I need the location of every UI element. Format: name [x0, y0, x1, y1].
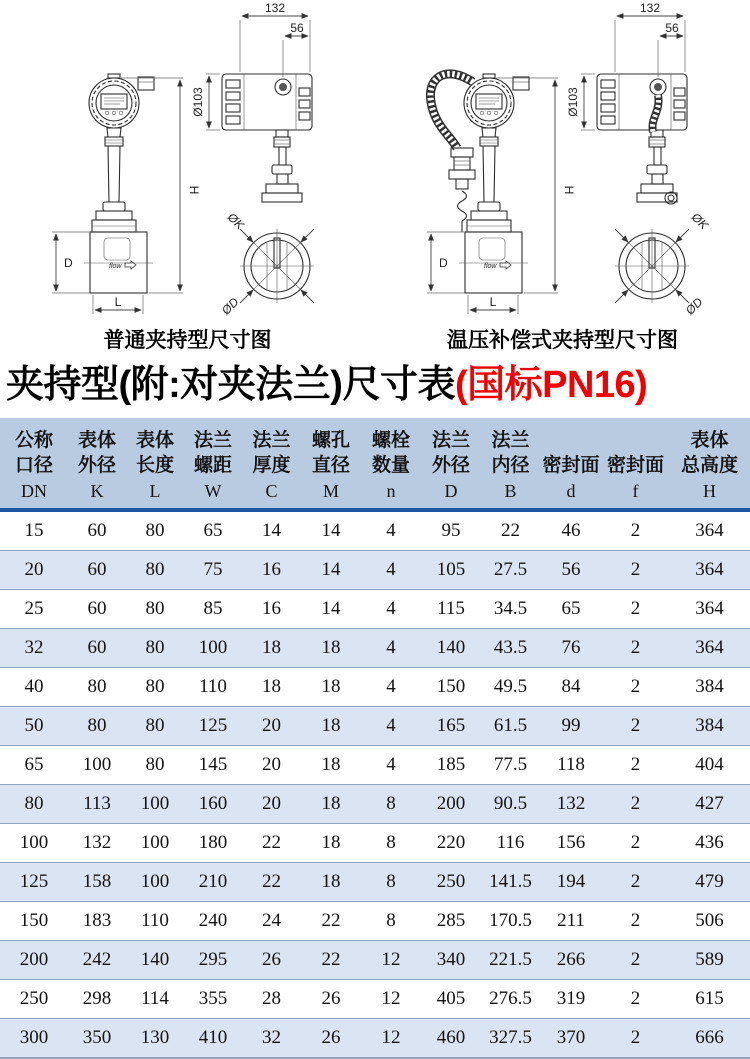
- column-header: [0, 418, 68, 510]
- table-cell: 327.5: [481, 1018, 540, 1058]
- table-cell: 56: [540, 550, 602, 589]
- table-cell: 110: [184, 667, 242, 706]
- table-cell: 18: [301, 667, 361, 706]
- column-header-text: 总高度: [680, 454, 738, 476]
- table-cell: 80: [68, 706, 126, 745]
- table-cell: 95: [441, 519, 461, 541]
- table-cell: 110: [126, 901, 184, 940]
- table-row: [0, 901, 750, 940]
- table-cell: 355: [184, 979, 242, 1018]
- table-cell: 2: [602, 784, 669, 823]
- table-cell: 100: [68, 745, 126, 784]
- column-symbol: n: [386, 480, 396, 501]
- table-cell: 156: [540, 823, 602, 862]
- table-cell: 76: [540, 628, 602, 667]
- table-row: [0, 1018, 750, 1058]
- dim-label-dia103: Ø103: [191, 87, 205, 117]
- table-cell: 22: [242, 862, 301, 901]
- column-header-text: 法兰: [431, 429, 470, 451]
- table-row: [0, 745, 750, 784]
- table-cell: 2: [602, 745, 669, 784]
- table-cell: 285: [421, 901, 481, 940]
- table-cell: 125: [184, 706, 242, 745]
- column-header-text: 法兰: [193, 429, 232, 451]
- table-cell: 26: [301, 1018, 361, 1058]
- dim-label-d: D: [64, 256, 73, 270]
- table-cell: 22: [501, 519, 520, 541]
- flow-arrow-icon: [125, 261, 136, 269]
- table-cell: 118: [540, 745, 602, 784]
- table-header-row: [0, 418, 750, 510]
- column-header: [361, 418, 421, 510]
- table-cell: 298: [68, 979, 126, 1018]
- table-cell: 666: [669, 1018, 750, 1058]
- table-cell: 27.5: [481, 550, 540, 589]
- table-cell: 506: [669, 901, 750, 940]
- table-cell: 165: [421, 706, 481, 745]
- table-cell: 170.5: [481, 901, 540, 940]
- table-cell: 242: [68, 940, 126, 979]
- table-cell: 14: [301, 550, 361, 589]
- table-cell: 158: [68, 862, 126, 901]
- table-cell: 80: [126, 667, 184, 706]
- column-header: [68, 418, 126, 510]
- table-cell: 26: [301, 979, 361, 1018]
- table-cell: 65: [540, 589, 602, 628]
- column-header: [421, 418, 481, 510]
- table-cell: 32: [0, 628, 68, 667]
- table-cell: 60: [68, 628, 126, 667]
- table-cell: 250: [0, 979, 68, 1018]
- table-cell: 80: [126, 589, 184, 628]
- table-row: [0, 628, 750, 667]
- table-cell: 40: [0, 667, 68, 706]
- dim-label-dk: ØK: [224, 210, 247, 233]
- table-cell: 180: [184, 823, 242, 862]
- table-cell: 14: [301, 589, 361, 628]
- table-cell: 140: [126, 940, 184, 979]
- dim-label-56: 56: [290, 21, 304, 35]
- table-cell: 4: [361, 550, 421, 589]
- column-header-text: 外径: [431, 454, 470, 476]
- table-cell: 364: [669, 628, 750, 667]
- column-symbol: d: [566, 480, 576, 501]
- column-header-text: 密封面: [606, 454, 664, 476]
- table-row: [0, 510, 750, 551]
- table-cell: 4: [361, 628, 421, 667]
- column-header: [602, 418, 669, 510]
- table-cell: 77.5: [481, 745, 540, 784]
- table-cell: 220: [421, 823, 481, 862]
- table-body: [0, 510, 750, 1058]
- table-cell: 250: [421, 862, 481, 901]
- dim-label-h: H: [187, 185, 201, 195]
- column-symbol: W: [204, 480, 222, 501]
- column-header-text: 法兰: [252, 429, 291, 451]
- table-cell: 2: [602, 862, 669, 901]
- table-cell: 16: [242, 550, 301, 589]
- table-cell: 100: [184, 628, 242, 667]
- caption-ordinary-clamp: 普通夹持型尺寸图: [103, 329, 272, 352]
- table-cell: 2: [602, 706, 669, 745]
- ordinary-clamp-diagram: [0, 0, 375, 322]
- table-cell: 85: [184, 589, 242, 628]
- table-cell: 8: [361, 784, 421, 823]
- dim-label-d: D: [439, 256, 448, 270]
- dim-label-dk: ØK: [688, 210, 711, 233]
- table-cell: 589: [669, 940, 750, 979]
- table-cell: 80: [126, 706, 184, 745]
- table-cell: 266: [540, 940, 602, 979]
- compensated-clamp-diagram: [375, 0, 750, 322]
- table-cell: 12: [361, 979, 421, 1018]
- table-cell: 28: [242, 979, 301, 1018]
- table-cell: 141.5: [481, 862, 540, 901]
- table-cell: 211: [540, 901, 602, 940]
- table-cell: 479: [669, 862, 750, 901]
- column-header-text: 螺栓: [371, 429, 410, 451]
- column-header-text: 长度: [135, 454, 174, 476]
- table-cell: 18: [301, 628, 361, 667]
- column-symbol: M: [322, 480, 339, 501]
- table-cell: 384: [669, 667, 750, 706]
- dim-label-56: 56: [665, 21, 679, 35]
- column-header-text: 直径: [311, 454, 350, 476]
- flow-label: flow: [109, 263, 122, 270]
- table-cell: 2: [630, 519, 641, 541]
- table-cell: 16: [242, 589, 301, 628]
- table-row: [0, 550, 750, 589]
- table-cell: 114: [126, 979, 184, 1018]
- table-cell: 50: [0, 706, 68, 745]
- table-cell: 20: [242, 745, 301, 784]
- table-cell: 130: [126, 1018, 184, 1058]
- dim-label-h: H: [562, 185, 576, 195]
- table-cell: 194: [540, 862, 602, 901]
- table-cell: 4: [361, 706, 421, 745]
- table-cell: 384: [669, 706, 750, 745]
- table-cell: 183: [68, 901, 126, 940]
- column-symbol: D: [444, 480, 458, 501]
- table-cell: 404: [669, 745, 750, 784]
- table-cell: 14: [321, 519, 341, 541]
- table-cell: 436: [669, 823, 750, 862]
- column-symbol: DN: [21, 480, 47, 501]
- column-header-text: 表体: [135, 429, 174, 451]
- column-header-text: 表体: [690, 429, 729, 451]
- table-cell: 2: [602, 550, 669, 589]
- dim-label-dd: ØD: [682, 294, 706, 318]
- dim-label-dd: ØD: [218, 294, 242, 318]
- table-cell: 295: [184, 940, 242, 979]
- table-row: [0, 862, 750, 901]
- table-cell: 2: [602, 823, 669, 862]
- table-cell: 14: [262, 519, 281, 541]
- caption-compensated-clamp: 温压补偿式夹持型尺寸图: [447, 329, 678, 352]
- table-cell: 65: [203, 519, 223, 541]
- table-cell: 80: [68, 667, 126, 706]
- column-header-text: 公称: [14, 429, 53, 451]
- table-cell: 22: [242, 823, 301, 862]
- table-cell: 427: [669, 784, 750, 823]
- table-cell: 60: [87, 519, 107, 541]
- column-header: [301, 418, 361, 510]
- column-symbol: B: [504, 480, 517, 501]
- table-cell: 4: [361, 745, 421, 784]
- table-cell: 99: [540, 706, 602, 745]
- table-cell: 65: [0, 745, 68, 784]
- table-cell: 60: [68, 589, 126, 628]
- table-cell: 200: [421, 784, 481, 823]
- flow-arrow-icon: [500, 261, 511, 269]
- table-cell: 80: [126, 628, 184, 667]
- table-cell: 20: [0, 550, 68, 589]
- dim-label-132: 132: [264, 1, 286, 15]
- table-cell: 15: [24, 519, 44, 541]
- column-header-text: 口径: [14, 454, 53, 476]
- table-cell: 100: [126, 862, 184, 901]
- table-cell: 140: [421, 628, 481, 667]
- table-cell: 2: [602, 1018, 669, 1058]
- table-cell: 300: [0, 1018, 68, 1058]
- table-cell: 24: [242, 901, 301, 940]
- table-cell: 8: [361, 823, 421, 862]
- table-cell: 125: [0, 862, 68, 901]
- table-cell: 405: [421, 979, 481, 1018]
- column-header-text: 厚度: [252, 454, 291, 476]
- column-header-text: 法兰: [491, 429, 530, 451]
- table-row: [0, 667, 750, 706]
- column-header: [669, 418, 750, 510]
- table-cell: 18: [242, 628, 301, 667]
- table-cell: 84: [540, 667, 602, 706]
- column-header-text: 密封面: [542, 454, 600, 476]
- table-cell: 26: [242, 940, 301, 979]
- table-cell: 8: [361, 862, 421, 901]
- table-cell: 4: [361, 589, 421, 628]
- column-header-text: 螺孔: [311, 429, 350, 451]
- column-header: [540, 418, 602, 510]
- table-cell: 61.5: [481, 706, 540, 745]
- column-header-text: 内径: [491, 454, 530, 476]
- diagram-row: [0, 0, 750, 322]
- table-cell: 145: [184, 745, 242, 784]
- dim-label-l: L: [114, 295, 122, 309]
- table-cell: 80: [145, 519, 165, 541]
- table-cell: 2: [602, 628, 669, 667]
- table-cell: 18: [301, 706, 361, 745]
- table-cell: 22: [301, 940, 361, 979]
- table-cell: 4: [361, 667, 421, 706]
- column-symbol: H: [703, 480, 716, 501]
- table-cell: 150: [0, 901, 68, 940]
- column-symbol: L: [149, 480, 161, 501]
- column-symbol: f: [632, 480, 639, 501]
- page-title: [0, 356, 750, 418]
- table-cell: 18: [301, 745, 361, 784]
- table-row: [0, 784, 750, 823]
- table-cell: 364: [669, 550, 750, 589]
- table-cell: 80: [0, 784, 68, 823]
- table-cell: 100: [126, 823, 184, 862]
- table-cell: 240: [184, 901, 242, 940]
- table-cell: 200: [0, 940, 68, 979]
- column-header: [242, 418, 301, 510]
- column-symbol: C: [265, 480, 278, 501]
- table-cell: 4: [386, 519, 396, 541]
- table-cell: 80: [126, 550, 184, 589]
- column-header-text: 螺距: [193, 454, 232, 476]
- table-cell: 615: [669, 979, 750, 1018]
- table-cell: 12: [361, 1018, 421, 1058]
- table-cell: 185: [421, 745, 481, 784]
- table-cell: 105: [421, 550, 481, 589]
- table-cell: 132: [540, 784, 602, 823]
- table-row: [0, 940, 750, 979]
- table-cell: 12: [361, 940, 421, 979]
- table-cell: 370: [540, 1018, 602, 1058]
- column-header: [481, 418, 540, 510]
- table-row: [0, 589, 750, 628]
- table-cell: 116: [481, 823, 540, 862]
- table-row: [0, 706, 750, 745]
- table-cell: 80: [126, 745, 184, 784]
- table-cell: 350: [68, 1018, 126, 1058]
- table-cell: 90.5: [481, 784, 540, 823]
- table-cell: 100: [0, 823, 68, 862]
- table-cell: 2: [602, 940, 669, 979]
- table-cell: 18: [301, 862, 361, 901]
- table-cell: 2: [602, 901, 669, 940]
- table-cell: 319: [540, 979, 602, 1018]
- dim-label-l: L: [489, 295, 497, 309]
- table-cell: 160: [184, 784, 242, 823]
- table-cell: 364: [695, 519, 724, 541]
- table-cell: 22: [301, 901, 361, 940]
- table-cell: 2: [602, 589, 669, 628]
- table-row: [0, 979, 750, 1018]
- table-cell: 115: [421, 589, 481, 628]
- column-header: [184, 418, 242, 510]
- table-cell: 46: [561, 519, 581, 541]
- dim-label-132: 132: [639, 1, 661, 15]
- table-cell: 100: [126, 784, 184, 823]
- table-cell: 49.5: [481, 667, 540, 706]
- table-cell: 276.5: [481, 979, 540, 1018]
- caption-row: [0, 322, 750, 356]
- table-cell: 25: [0, 589, 68, 628]
- table-cell: 410: [184, 1018, 242, 1058]
- table-cell: 221.5: [481, 940, 540, 979]
- table-cell: 2: [602, 667, 669, 706]
- column-header-text: 数量: [371, 454, 410, 476]
- table-cell: 18: [301, 784, 361, 823]
- table-cell: 113: [68, 784, 126, 823]
- table-cell: 460: [421, 1018, 481, 1058]
- flow-label: flow: [484, 263, 497, 270]
- table-cell: 32: [242, 1018, 301, 1058]
- dimension-table: [0, 418, 750, 1059]
- table-cell: 34.5: [481, 589, 540, 628]
- column-header: [126, 418, 184, 510]
- column-header-text: 外径: [77, 454, 116, 476]
- column-symbol: K: [90, 480, 104, 501]
- table-cell: 132: [68, 823, 126, 862]
- table-cell: 364: [669, 589, 750, 628]
- table-cell: 150: [421, 667, 481, 706]
- table-cell: 18: [301, 823, 361, 862]
- title-red-standard: (国标PN16): [454, 364, 648, 406]
- title-black: 夹持型(附:对夹法兰)尺寸表: [6, 364, 455, 406]
- table-cell: 75: [184, 550, 242, 589]
- table-cell: 8: [361, 901, 421, 940]
- table-cell: 20: [242, 706, 301, 745]
- table-row: [0, 823, 750, 862]
- table-cell: 60: [68, 550, 126, 589]
- table-cell: 18: [242, 667, 301, 706]
- column-header-text: 表体: [77, 429, 116, 451]
- table-cell: 210: [184, 862, 242, 901]
- table-cell: 340: [421, 940, 481, 979]
- table-cell: 2: [602, 979, 669, 1018]
- table-cell: 43.5: [481, 628, 540, 667]
- table-cell: 20: [242, 784, 301, 823]
- dim-label-dia103: Ø103: [566, 87, 580, 117]
